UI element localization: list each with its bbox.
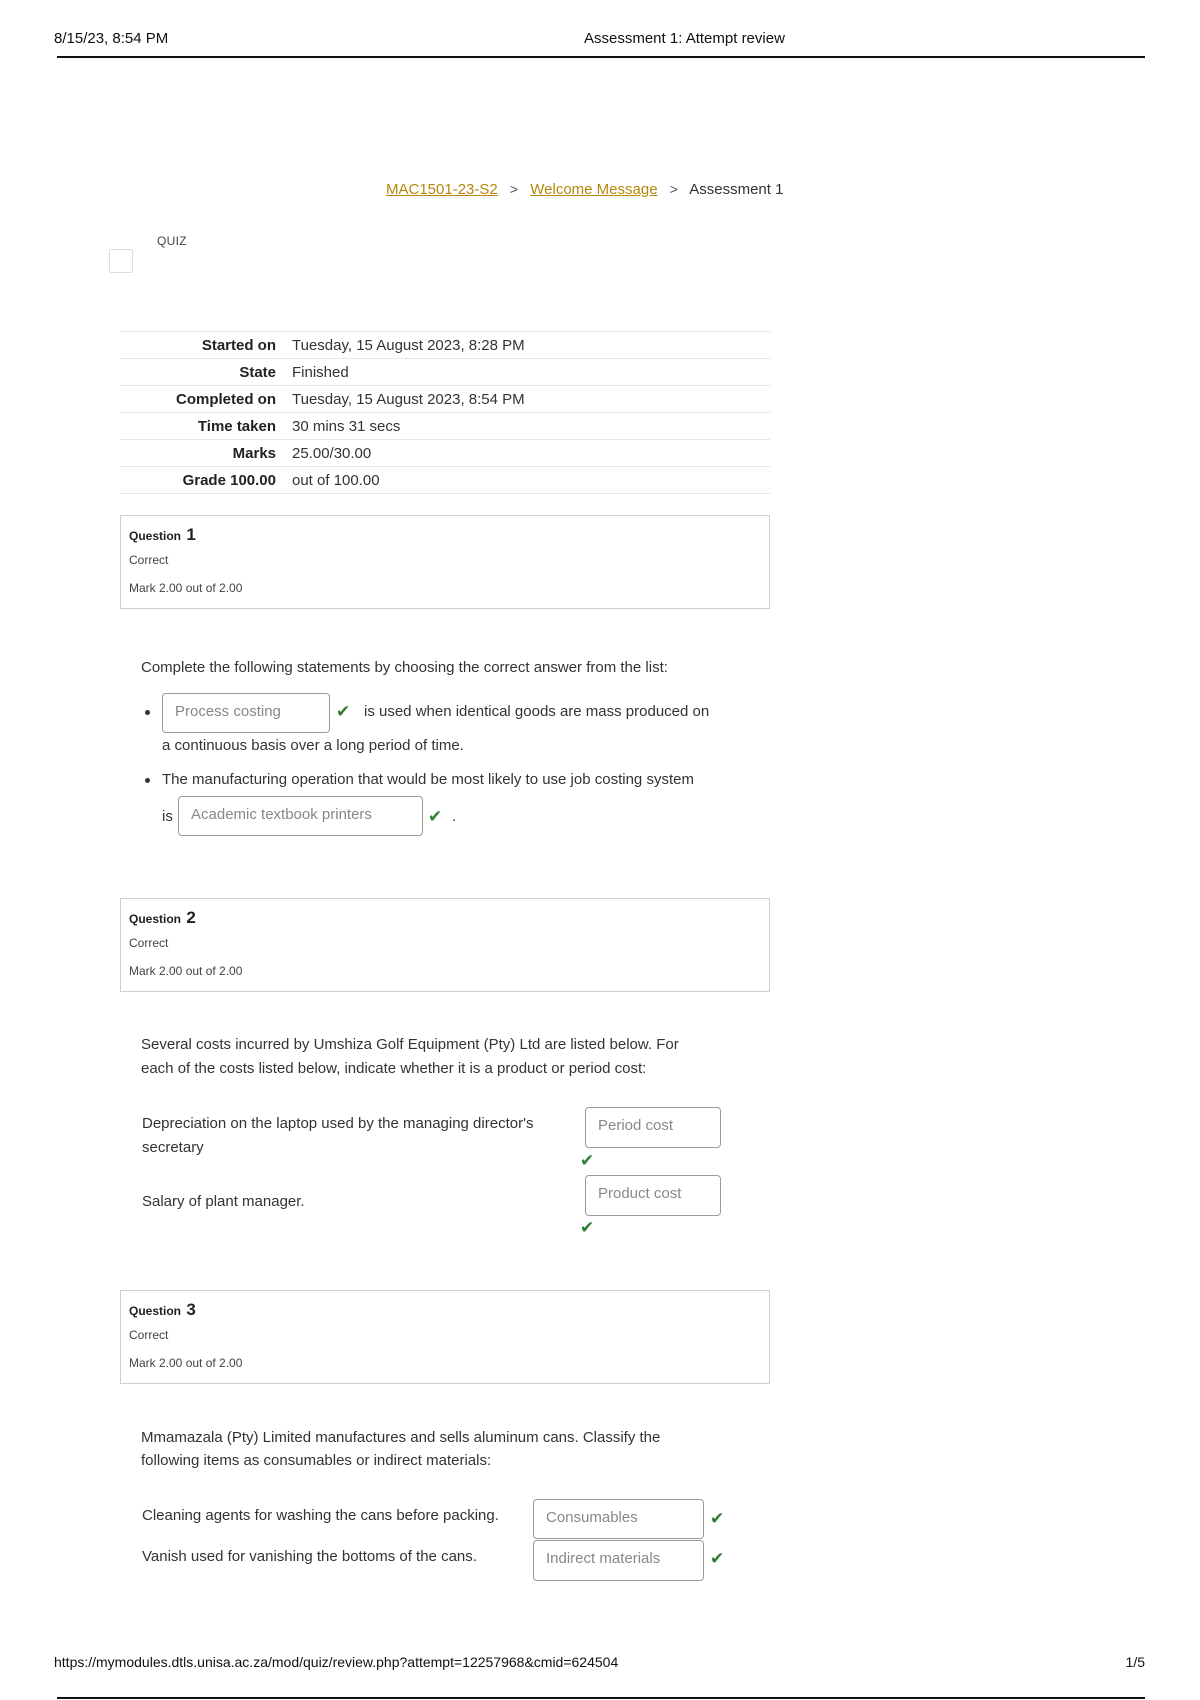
question-state: Correct <box>129 936 169 950</box>
answer-select[interactable]: Period cost <box>585 1107 721 1148</box>
summary-value: 30 mins 31 secs <box>292 417 401 435</box>
check-icon: ✔ <box>580 1218 595 1237</box>
print-footer-url: https://mymodules.dtls.unisa.ac.za/mod/quiz/review.php?attempt=12257968&cmid=624504 <box>54 1654 619 1670</box>
summary-label: Marks <box>232 444 276 462</box>
question-number: Question 2 <box>129 908 196 927</box>
summary-label: State <box>239 363 276 381</box>
question-mark: Mark 2.00 out of 2.00 <box>129 964 243 978</box>
question-number: Question 1 <box>129 525 196 544</box>
item-text: Salary of plant manager. <box>142 1193 305 1210</box>
answer-select[interactable]: Academic textbook printers <box>178 796 423 836</box>
item-text: Depreciation on the laptop used by the managing director's <box>142 1115 534 1132</box>
summary-value: Tuesday, 15 August 2023, 8:28 PM <box>292 336 525 354</box>
activity-type-label: QUIZ <box>157 234 187 248</box>
grade-label: Grade <box>182 471 226 489</box>
question-number: Question 3 <box>129 1300 196 1319</box>
list-bullet <box>145 710 150 715</box>
breadcrumb-link-course[interactable]: MAC1501-23-S2 <box>386 181 498 198</box>
summary-label <box>120 467 286 494</box>
summary-row-completed <box>120 386 770 413</box>
question-info-box <box>120 1290 770 1384</box>
statement-text: is used when identical goods are mass produced on <box>364 703 710 720</box>
summary-label: Completed on <box>176 390 276 408</box>
quiz-icon <box>109 249 133 273</box>
summary-value: Finished <box>292 363 349 381</box>
breadcrumb <box>386 181 783 198</box>
attempt-summary-table <box>120 331 770 494</box>
summary-label: Started on <box>201 336 276 354</box>
check-icon: ✔ <box>710 1549 725 1568</box>
check-icon: ✔ <box>336 702 351 721</box>
summary-row-marks <box>120 440 770 467</box>
grade-value: 100.00 <box>230 471 276 489</box>
summary-row-grade <box>120 467 770 494</box>
print-datetime: 8/15/23, 8:54 PM <box>54 30 169 47</box>
summary-row-started <box>120 332 770 359</box>
chevron-right-icon: > <box>669 181 678 197</box>
check-icon: ✔ <box>710 1509 725 1528</box>
question-prompt: Complete the following statements by choosing the correct answer from the list: <box>141 659 668 676</box>
question-info-box <box>120 898 770 992</box>
question-mark: Mark 2.00 out of 2.00 <box>129 1356 243 1370</box>
grade-out-of: out of 100.00 <box>292 471 380 489</box>
question-prompt: following items as consumables or indirect materials: <box>141 1452 492 1469</box>
answer-select[interactable]: Process costing <box>162 693 330 733</box>
question-prompt: Mmamazala (Pty) Limited manufactures and sells aluminum cans. Classify the <box>141 1429 661 1446</box>
footer-rule <box>57 1697 1145 1699</box>
summary-value: 25.00/30.00 <box>292 444 372 462</box>
answer-select[interactable]: Consumables <box>533 1499 704 1539</box>
check-icon: ✔ <box>580 1151 595 1170</box>
breadcrumb-current: Assessment 1 <box>689 181 784 198</box>
statement-text: The manufacturing operation that would be most likely to use job costing system <box>162 771 694 788</box>
print-page-number: 1/5 <box>1125 1654 1145 1670</box>
header-rule <box>57 56 1145 58</box>
summary-value: Tuesday, 15 August 2023, 8:54 PM <box>292 390 525 408</box>
check-icon: ✔ <box>428 807 443 826</box>
question-prompt: Several costs incurred by Umshiza Golf Equipment (Pty) Ltd are listed below. For <box>141 1036 679 1053</box>
statement-text: a continuous basis over a long period of time. <box>162 737 464 754</box>
question-state: Correct <box>129 553 169 567</box>
print-page-title: Assessment 1: Attempt review <box>584 30 785 47</box>
statement-prefix: is <box>162 808 173 825</box>
question-state: Correct <box>129 1328 169 1342</box>
chevron-right-icon: > <box>509 181 519 197</box>
question-prompt: each of the costs listed below, indicate whether it is a product or period cost: <box>141 1060 647 1077</box>
statement-suffix: . <box>452 808 457 825</box>
item-text: secretary <box>142 1139 204 1156</box>
answer-select[interactable]: Indirect materials <box>533 1540 704 1581</box>
breadcrumb-link-section[interactable]: Welcome Message <box>530 181 658 198</box>
question-info-box <box>120 515 770 609</box>
item-text: Cleaning agents for washing the cans before packing. <box>142 1507 499 1524</box>
list-bullet <box>145 778 150 783</box>
item-text: Vanish used for vanishing the bottoms of the cans. <box>142 1548 477 1565</box>
answer-select[interactable]: Product cost <box>585 1175 721 1216</box>
question-mark: Mark 2.00 out of 2.00 <box>129 581 243 595</box>
summary-row-state <box>120 359 770 386</box>
summary-row-time-taken <box>120 413 770 440</box>
summary-label: Time taken <box>197 417 276 435</box>
